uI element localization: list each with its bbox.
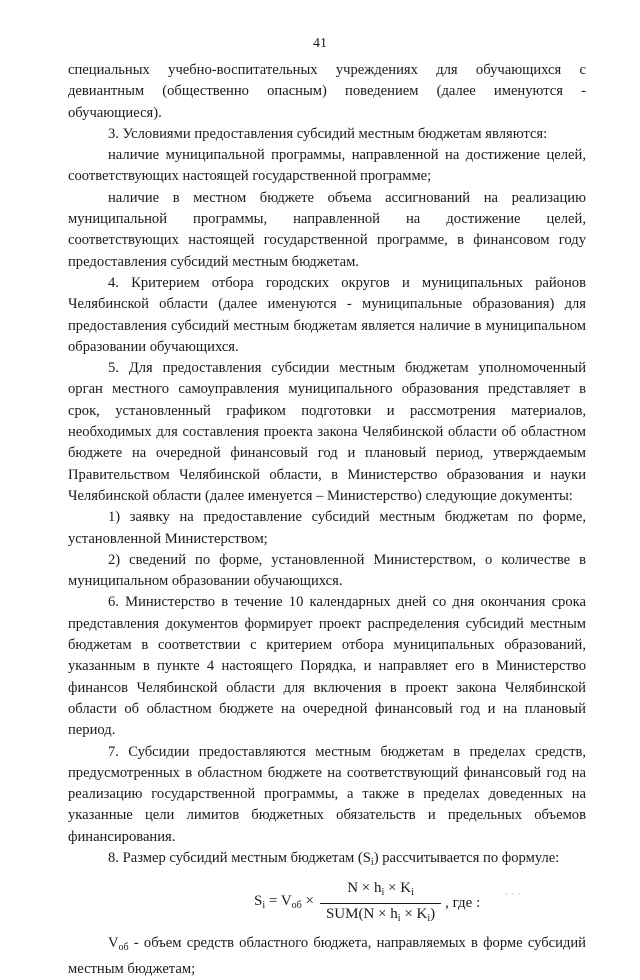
paragraph-5-documents: 5. Для предоставления субсидии местным бюджетам уполномоченный орган местного самоуправления муниципального образования представляет в срок, установленный графиком подготовки и рассмотрения материалов, необходимых для составления проекта закона Челябинской области об областном бюджете на очередной финансовый год и плановый период, утверждаемым Правительством Челябинской области, в Министерство образования и науки Челябинской области (далее именуется – Министерство) следующие документы: — [68, 360, 586, 504]
numerator-sub-k: i — [411, 886, 414, 898]
formula-lhs — [254, 891, 314, 916]
paragraph-continuation: специальных учебно-воспитательных учреждениях для обучающихся с девиантным (общественно опасным) поведением (далее именуются - обучающиеся). — [68, 62, 586, 121]
paragraph-8-formula-intro — [68, 848, 586, 873]
formula-intro-text: 8. Размер субсидий местным бюджетам (S — [108, 849, 371, 866]
document-body — [68, 60, 586, 980]
denominator-sub-k: i — [427, 912, 431, 924]
page-number: 41 — [313, 36, 327, 51]
paragraph-document-1: 1) заявку на предоставление субсидий местным бюджетам по форме, установленной Министерством; — [68, 509, 586, 547]
formula-s-sub: i — [262, 899, 266, 911]
numerator-part-b: × K — [384, 879, 412, 896]
v-symbol-sub: об — [118, 942, 129, 954]
scan-marks: · · · — [505, 890, 522, 899]
paragraph-v-definition — [68, 933, 586, 980]
denominator-close: ) — [430, 905, 436, 922]
formula-denominator — [320, 904, 441, 928]
numerator-sub-h: i — [381, 886, 385, 898]
paragraph-3-conditions: 3. Условиями предоставления субсидий местным бюджетам являются: — [108, 125, 548, 142]
formula-times: × — [301, 892, 314, 909]
formula-numerator — [341, 879, 420, 903]
paragraph-condition-program: наличие муниципальной программы, направленной на достижение целей, соответствующих настоящей государственной программе; — [68, 147, 586, 185]
denominator-sub-h: i — [397, 912, 401, 924]
paragraph-6-ministry: 6. Министерство в течение 10 календарных дней со дня окончания срока представления документов формирует проект распределения субсидий местным бюджетам в соответствии с критерием отбора муниципальных образований, указанным в пункте 4 настоящего Порядка, и направляет его в Министерство финансов Челябинской области для включения в проект закона Челябинской области об областном бюджете на очередной финансовый год и на плановый период. — [68, 594, 586, 739]
denominator-part-b: × K — [400, 905, 428, 922]
formula-intro-sub: i — [370, 856, 374, 868]
formula-intro-end: ) рассчитывается по формуле: — [373, 849, 560, 866]
formula-v-sub: об — [291, 899, 302, 911]
formula-s: S — [254, 892, 263, 909]
formula-fraction — [320, 879, 441, 928]
formula-equals-v: = V — [265, 892, 292, 909]
paragraph-condition-budget: наличие в местном бюджете объема ассигнований на реализацию муниципальной программы, направленной на достижение целей, соответствующих настоящей государственной программе, в финансовом году предоставления субсидий местным бюджетам. — [68, 189, 586, 270]
paragraph-document-2: 2) сведений по форме, установленной Министерством, о количестве в муниципальном образовании обучающихся. — [68, 551, 586, 590]
formula-suffix: , где : — [445, 894, 481, 911]
paragraph-4-criterion: 4. Критерием отбора городских округов и муниципальных районов Челябинской области (далее именуются - муниципальные образования) для предоставления субсидий местным бюджетам является наличие в муниципальном образовании обучающихся. — [68, 274, 586, 355]
denominator-part-a: SUM(N × h — [325, 905, 398, 922]
paragraph-7-subsidies: 7. Субсидии предоставляются местным бюджетам в пределах средств, предусмотренных в областном бюджете на соответствующий финансовый год на реализацию государственной программы, а также в пределах доведенных на указанные цели лимитов бюджетных обязательств и предельных объемов финансирования. — [68, 743, 586, 845]
subsidy-formula — [254, 877, 586, 929]
numerator-part-a: N × h — [347, 879, 382, 896]
v-symbol: V — [108, 935, 119, 952]
v-definition-text: - объем средств областного бюджета, направляемых в форме субсидий местным бюджетам; — [68, 935, 586, 977]
